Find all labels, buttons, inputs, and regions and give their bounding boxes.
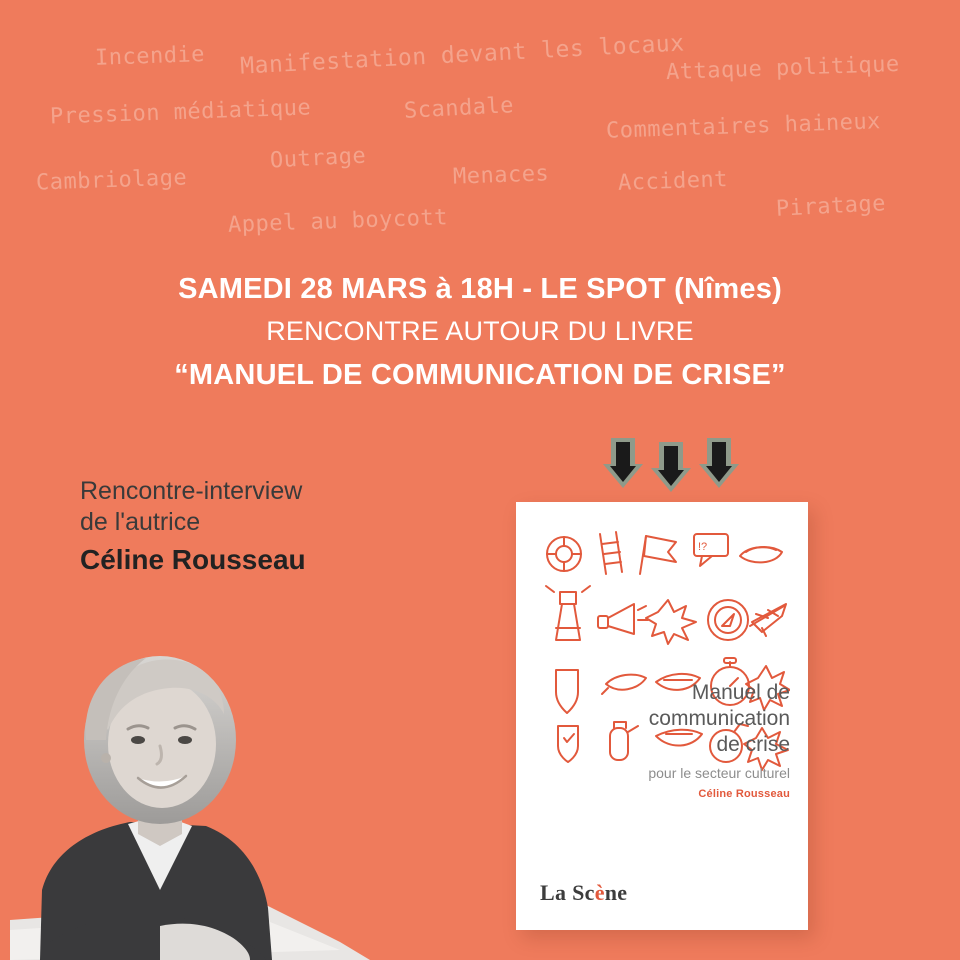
book-title-block [540, 680, 790, 800]
publisher-logo-part2: ne [604, 880, 628, 905]
keyword-incendie: Incendie [94, 42, 206, 71]
keyword-manifestation: Manifestation devant les locaux [239, 30, 686, 80]
event-subtitle: RENCONTRE AUTOUR DU LIVRE [266, 316, 694, 346]
arrows-group [595, 438, 745, 490]
event-headline [0, 270, 960, 396]
author-portrait-photo [10, 590, 390, 960]
keyword-attaque-politique: Attaque politique [665, 51, 901, 86]
megaphone-icon [598, 604, 648, 634]
keyword-scandale: Scandale [403, 93, 515, 124]
keyword-cambriolage: Cambriolage [35, 165, 188, 196]
flag-icon [640, 536, 676, 574]
lifebuoy-icon [547, 537, 581, 571]
publisher-logo-accent: è [594, 880, 605, 905]
book-title-line1: Manuel de [691, 681, 790, 704]
keyword-appel-au-boycott: Appel au boycott [227, 205, 449, 238]
boat-icon [740, 547, 782, 562]
publisher-logo [540, 880, 627, 906]
keyword-piratage: Piratage [775, 191, 887, 222]
event-book-title: “MANUEL DE COMMUNICATION DE CRISE” [174, 359, 786, 391]
event-date-venue: SAMEDI 28 MARS à 18H - LE SPOT (Nîmes) [178, 273, 782, 305]
keyword-accident: Accident [617, 167, 729, 196]
keyword-menaces: Menaces [452, 161, 550, 190]
ladder-icon [600, 532, 622, 574]
down-arrow-icon [699, 438, 739, 488]
book-cover [516, 502, 808, 930]
interview-label-line1: Rencontre-interview [80, 477, 303, 505]
keyword-pression-mediatique: Pression médiatique [49, 95, 312, 130]
book-author: Céline Rousseau [698, 788, 790, 800]
down-arrow-icon [651, 442, 691, 492]
lighthouse-icon [546, 586, 590, 640]
explosion-icon [646, 600, 696, 644]
publisher-logo-part1: La Sc [540, 880, 595, 905]
compass-icon [708, 600, 748, 640]
interview-block [80, 476, 306, 580]
book-subtitle: pour le secteur culturel [648, 765, 790, 781]
down-arrow-icon [603, 438, 643, 488]
keyword-cloud [0, 0, 960, 260]
book-title-line3: de crise [716, 733, 790, 756]
keyword-commentaires-haineux: Commentaires haineux [605, 109, 882, 144]
author-name: Céline Rousseau [80, 544, 306, 575]
book-title-line2: communication [648, 707, 790, 730]
airplane-icon [750, 604, 786, 636]
megaphone-speech-icon [694, 534, 728, 566]
keyword-outrage: Outrage [269, 143, 367, 174]
svg-text:!?: !? [698, 541, 708, 553]
interview-label-line2: de l'autrice [80, 508, 201, 536]
